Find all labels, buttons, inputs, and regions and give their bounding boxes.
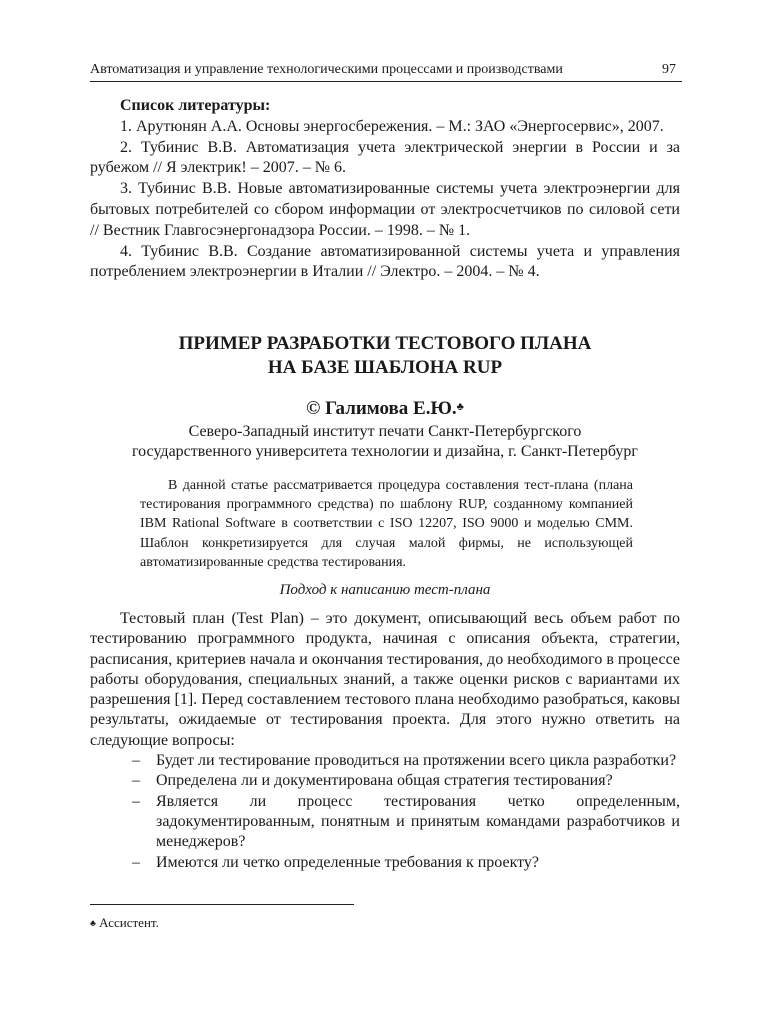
author-name: © Галимова Е.Ю. xyxy=(306,398,457,419)
list-item xyxy=(90,792,680,853)
list-item-text: Имеются ли четко определенные требования к проекту? xyxy=(156,853,540,871)
footnote xyxy=(90,914,159,932)
page-number: 97 xyxy=(662,62,676,77)
abstract: В данной статье рассматривается процедура составления тест-плана (плана тестирования программного средства) по шаблону RUP, созданному компанией IBM Rational Software в соответствии с ISO 12207, ISO 9000 и моделью CMM. Шаблон конкретизируется для случая малой фирмы, не использующей автоматизированные средства тестирования. xyxy=(140,478,633,570)
body-paragraph: Тестовый план (Test Plan) – это документ, описывающий весь объем работ по тестированию программного продукта, начиная с описания объекта, стратегии, расписания, критериев начала и окончания тестирования, до необходимого в процессе работы оборудования, специальных знаний, а также оценки рисков с вариантами их разрешения [1]. Перед составлением тестового плана необходимо разобраться, каковы результаты, ожидаемые от тестирования проекта. Для этого нужно ответить на следующие вопросы: xyxy=(90,610,680,749)
dash-bullet: – xyxy=(132,752,140,770)
list-item xyxy=(90,853,680,873)
reference-item: 2. Тубинис В.В. Автоматизация учета электрической энергии в России и за рубежом // Я электрик! – 2007. – № 6. xyxy=(90,138,680,177)
header-rule xyxy=(90,81,682,82)
section-subheading: Подход к написанию тест-плана xyxy=(279,582,491,598)
affiliation-line: государственного университета технологии и дизайна, г. Санкт-Петербург xyxy=(131,443,638,460)
reference-item: 3. Тубинис В.В. Новые автоматизированные системы учета электроэнергии для бытовых потребителей со сбором информации от электросчетчиков по силовой сети // Вестник Главгосэнергонадзора России. – 1998. – № 1. xyxy=(90,180,680,239)
article-title-line: НА БАЗЕ ШАБЛОНА RUP xyxy=(267,357,503,378)
footnote-rule xyxy=(90,904,354,905)
dash-bullet: – xyxy=(132,792,140,810)
dash-bullet: – xyxy=(132,853,140,871)
article-title-line: ПРИМЕР РАЗРАБОТКИ ТЕСТОВОГО ПЛАНА xyxy=(178,333,592,354)
references-heading: Список литературы: xyxy=(120,97,271,114)
reference-item: 4. Тубинис В.В. Создание автоматизированной системы учета и управления потреблением электроэнергии в Италии // Электро. – 2004. – № 4. xyxy=(90,242,680,281)
references-section xyxy=(90,96,680,283)
list-item xyxy=(90,751,680,771)
affiliation-line: Северо-Западный институт печати Санкт-Петербургского xyxy=(188,423,582,440)
running-title: Автоматизация и управление технологическими процессами и производствами xyxy=(90,62,563,77)
list-item-text: Определена ли и документирована общая стратегия тестирования? xyxy=(156,772,613,790)
question-list xyxy=(90,751,680,873)
list-item xyxy=(90,771,680,791)
article-body xyxy=(90,609,680,873)
list-item-text: Является ли процесс тестирования четко определенным, задокументированным, понятным и принятым командами разработчиков и менеджеров? xyxy=(156,792,680,851)
list-item-text: Будет ли тестирование проводиться на протяжении всего цикла разработки? xyxy=(156,752,677,770)
running-header xyxy=(90,61,680,79)
club-icon: ♣ xyxy=(456,401,464,413)
footnote-text: Ассистент. xyxy=(95,915,159,930)
club-icon: ♣ xyxy=(90,918,96,928)
affiliation xyxy=(90,422,680,462)
article-title xyxy=(90,332,680,380)
author-line xyxy=(90,397,680,421)
reference-item: 1. Арутюнян А.А. Основы энергосбережения. – М.: ЗАО «Энергосервис», 2007. xyxy=(120,117,664,135)
dash-bullet: – xyxy=(132,772,140,790)
